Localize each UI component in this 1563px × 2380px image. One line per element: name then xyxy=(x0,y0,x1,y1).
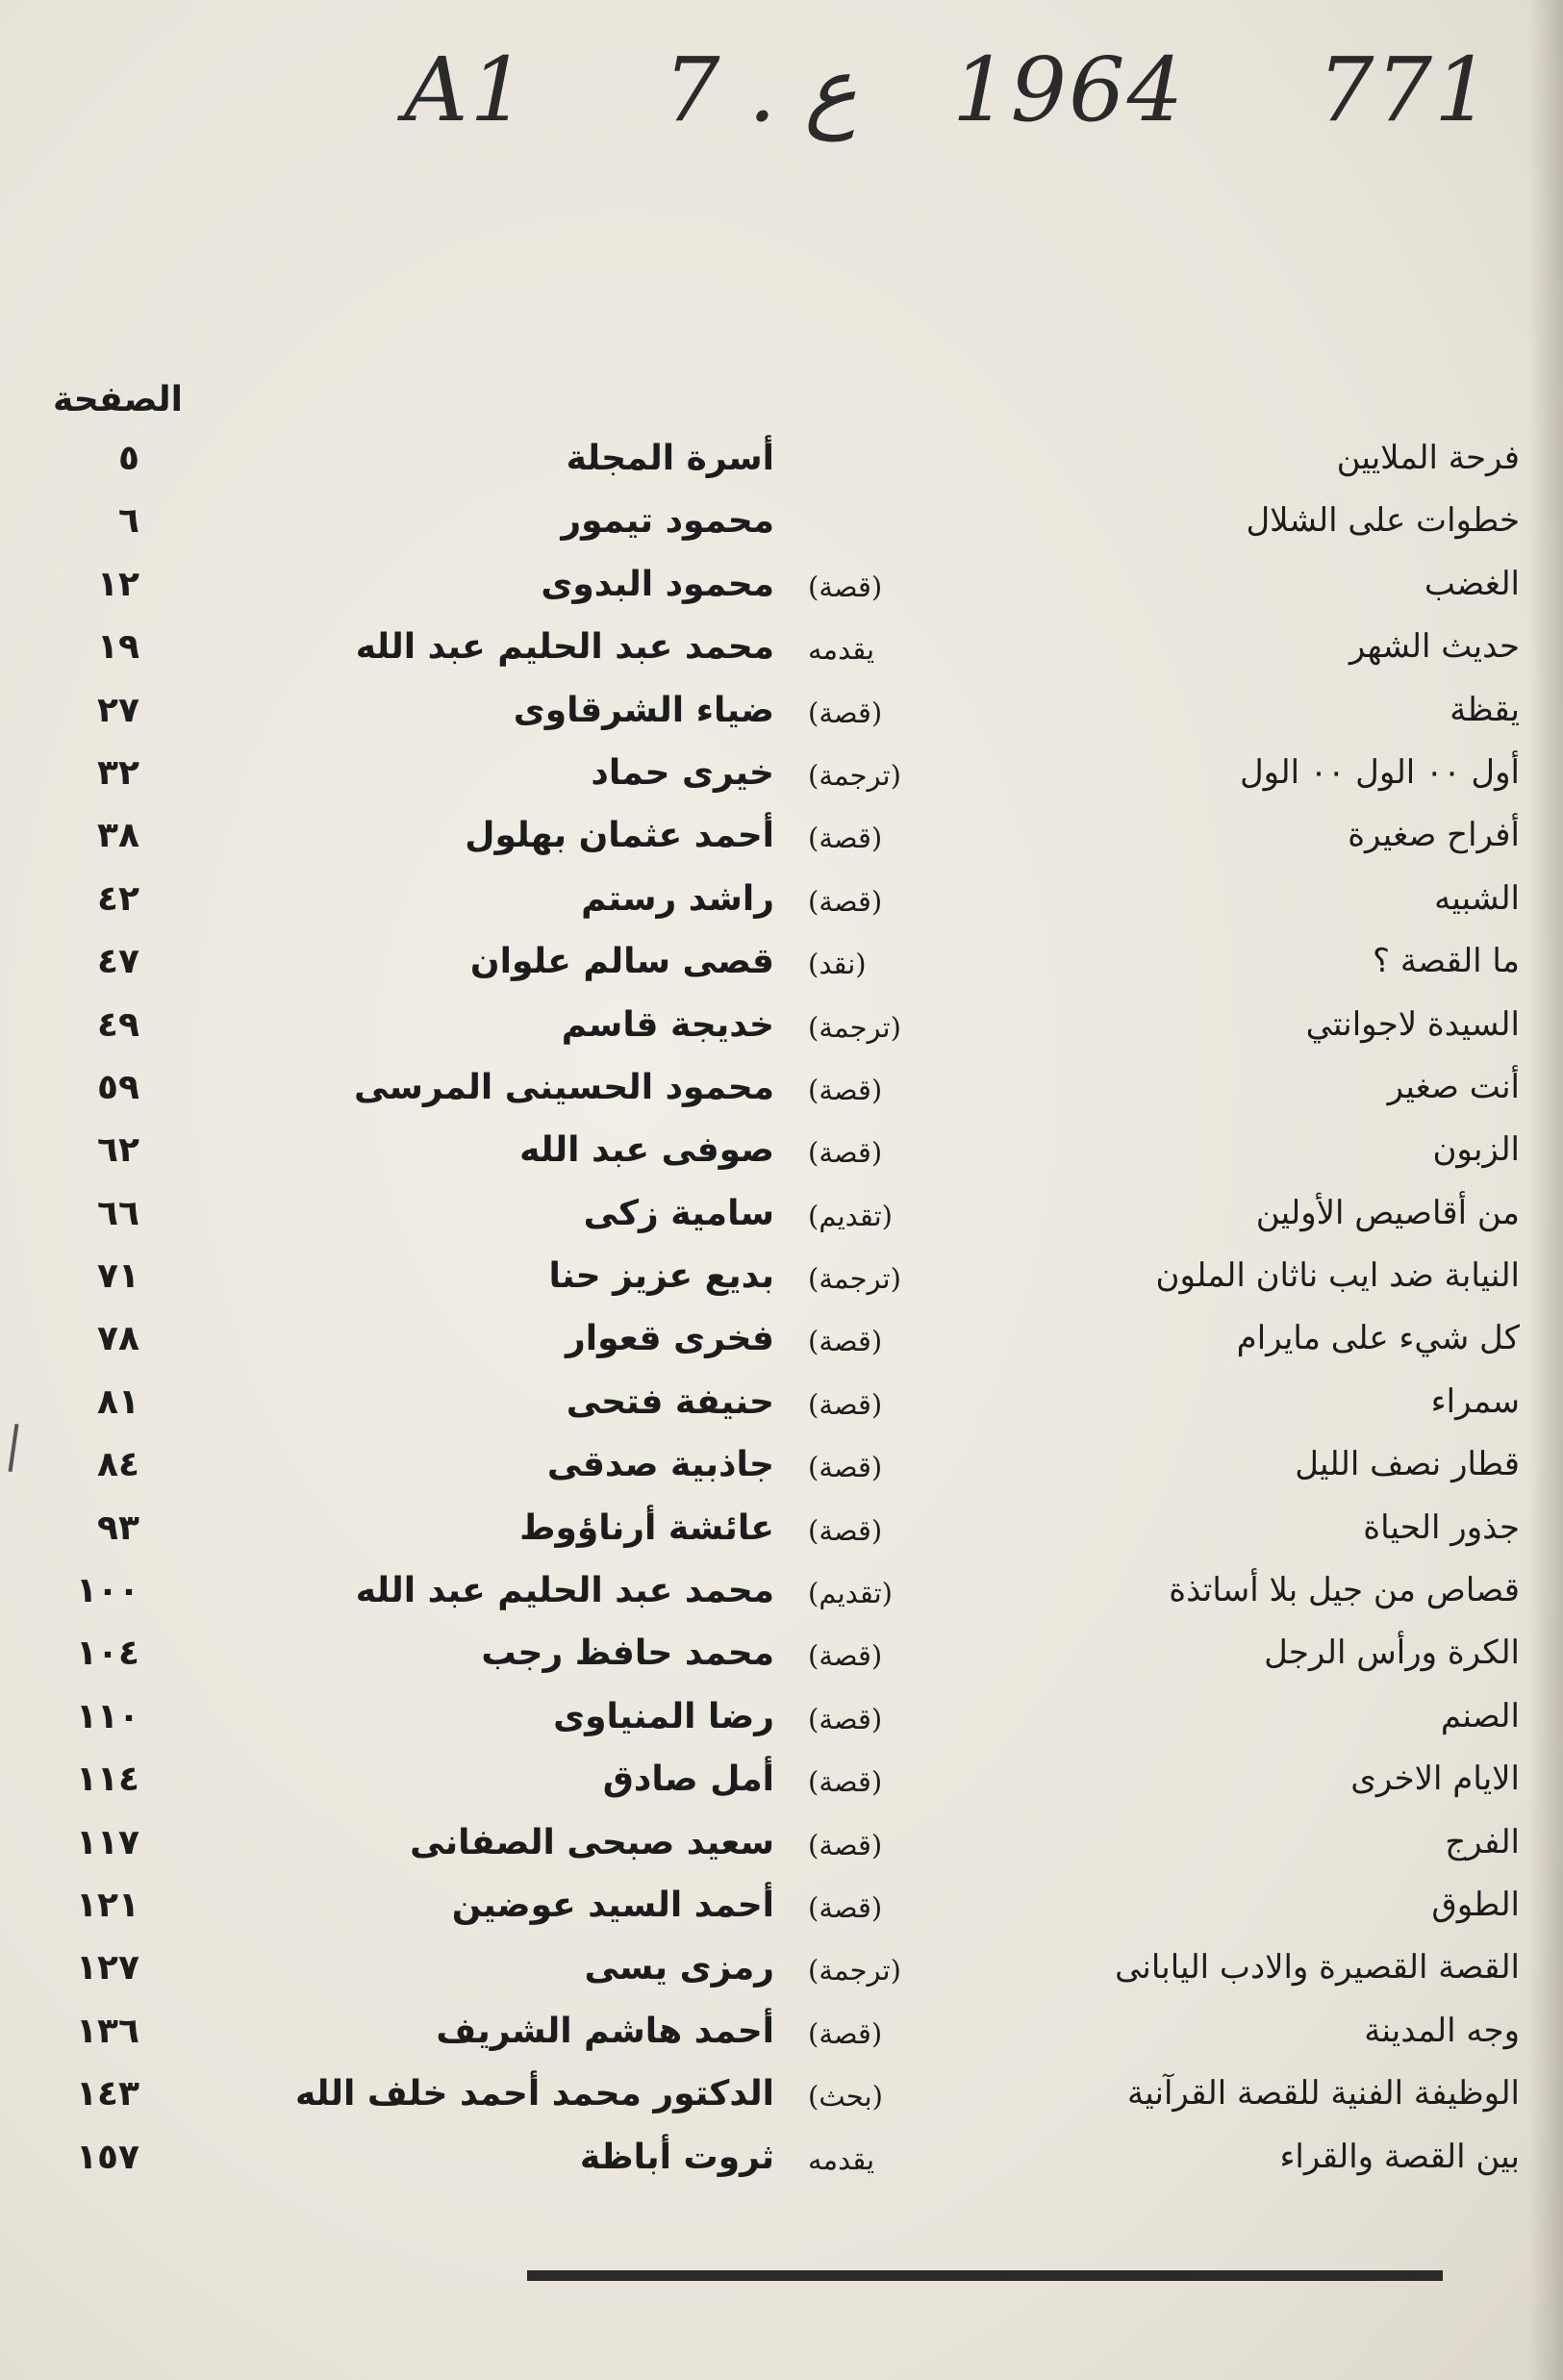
toc-page-number: ١١٠ xyxy=(76,1696,139,1736)
toc-title: الطوق xyxy=(1431,1885,1520,1924)
toc-page-number: ١١٤ xyxy=(76,1760,139,1800)
toc-author: خيرى حماد xyxy=(591,752,774,793)
toc-page-number: ٦٢ xyxy=(97,1130,139,1171)
toc-title: كل شيء على مايرام xyxy=(1236,1319,1520,1358)
toc-author: محمد عبد الحليم عبد الله xyxy=(355,1571,774,1611)
toc-row xyxy=(0,621,1563,684)
page-column-header: الصفحة xyxy=(52,380,183,419)
toc-page-number: ٣٨ xyxy=(97,816,139,856)
toc-title: قصاص من جيل بلا أساتذة xyxy=(1169,1571,1520,1610)
handwritten-code: A1 xyxy=(404,38,528,141)
toc-author: محمد عبد الحليم عبد الله xyxy=(355,627,774,668)
toc-page-number: ١٥٧ xyxy=(76,2137,139,2177)
toc-title: الصنم xyxy=(1440,1696,1520,1735)
toc-type: (قصة) xyxy=(808,1765,883,1799)
toc-page-number: ١٠٠ xyxy=(76,1571,139,1611)
toc-row xyxy=(0,1000,1563,1062)
toc-title: جذور الحياة xyxy=(1363,1507,1520,1547)
toc-type: (ترجمة) xyxy=(808,1954,901,1988)
toc-row xyxy=(0,1377,1563,1439)
table-of-contents xyxy=(0,433,1563,2194)
toc-row xyxy=(0,685,1563,747)
toc-author: راشد رستم xyxy=(581,878,774,919)
toc-type: (قصة) xyxy=(808,1073,883,1106)
toc-type: (قصة) xyxy=(808,1387,883,1421)
toc-row xyxy=(0,747,1563,810)
toc-title: الغضب xyxy=(1424,564,1520,603)
toc-row xyxy=(0,495,1563,558)
toc-page-number: ٤٩ xyxy=(97,1004,139,1045)
toc-page-number: ٥ xyxy=(118,439,139,478)
toc-author: أحمد السيد عوضين xyxy=(451,1885,774,1925)
toc-type: (بحث) xyxy=(808,2080,883,2114)
toc-row xyxy=(0,1691,1563,1754)
toc-title: فرحة الملايين xyxy=(1336,439,1520,477)
toc-type: (تقديم) xyxy=(808,1199,893,1232)
handwritten-issue: 7 . ع xyxy=(664,38,858,141)
toc-page-number: ١٢ xyxy=(97,564,139,604)
toc-title: السيدة لاجوانتي xyxy=(1305,1004,1520,1044)
toc-title: يقظة xyxy=(1450,690,1520,729)
toc-page-number: ١٠٤ xyxy=(76,1633,139,1674)
toc-type: (ترجمة) xyxy=(808,758,901,792)
toc-title: الفرج xyxy=(1445,1822,1520,1861)
toc-type: (قصة) xyxy=(808,2016,883,2050)
toc-row xyxy=(0,936,1563,999)
toc-type: (تقديم) xyxy=(808,1577,893,1610)
toc-title: الزبون xyxy=(1432,1130,1520,1170)
toc-type: (قصة) xyxy=(808,1451,883,1484)
toc-author: الدكتور محمد أحمد خلف الله xyxy=(295,2074,774,2114)
toc-row xyxy=(0,1817,1563,1880)
toc-title: أول ٠٠ الول ٠٠ الول xyxy=(1239,752,1520,792)
toc-page-number: ٤٢ xyxy=(97,878,139,919)
toc-page-number: ٦ xyxy=(118,501,139,542)
toc-author: قصى سالم علوان xyxy=(469,942,774,982)
toc-title: خطوات على الشلال xyxy=(1246,501,1520,541)
toc-row xyxy=(0,1880,1563,1942)
toc-page-number: ١٤٣ xyxy=(76,2074,139,2114)
toc-author: سعيد صبحى الصفانى xyxy=(410,1822,774,1862)
toc-row xyxy=(0,1942,1563,2005)
toc-title: وجه المدينة xyxy=(1364,2011,1520,2050)
toc-row xyxy=(0,1503,1563,1565)
toc-title: أنت صغير xyxy=(1387,1067,1520,1106)
toc-title: القصة القصيرة والادب اليابانى xyxy=(1115,1948,1520,1988)
toc-type: (قصة) xyxy=(808,822,883,855)
bottom-rule xyxy=(527,2270,1443,2281)
toc-author: بديع عزيز حنا xyxy=(548,1256,774,1297)
toc-type: (قصة) xyxy=(808,696,883,729)
toc-title: الكرة ورأس الرجل xyxy=(1264,1633,1520,1673)
toc-title: أفراح صغيرة xyxy=(1348,816,1520,855)
toc-type: (قصة) xyxy=(808,884,883,918)
toc-author: أحمد عثمان بهلول xyxy=(465,816,774,856)
toc-title: من أقاصيص الأولين xyxy=(1255,1193,1520,1232)
toc-row xyxy=(0,874,1563,936)
toc-author: عائشة أرناؤوط xyxy=(519,1507,774,1548)
toc-author: ضياء الشرقاوى xyxy=(513,690,774,730)
toc-author: جاذبية صدقى xyxy=(546,1445,774,1485)
toc-row xyxy=(0,1439,1563,1502)
toc-author: سامية زكى xyxy=(583,1193,774,1233)
toc-type: (قصة) xyxy=(808,1325,883,1358)
toc-author: حنيفة فتحى xyxy=(566,1381,774,1422)
toc-author: رضا المنياوى xyxy=(553,1696,774,1736)
toc-page-number: ٧٨ xyxy=(97,1319,139,1359)
toc-row xyxy=(0,433,1563,495)
toc-type: (قصة) xyxy=(808,1890,883,1924)
toc-page-number: ١٩ xyxy=(97,627,139,668)
toc-page-number: ١٢١ xyxy=(76,1885,139,1925)
toc-row xyxy=(0,2006,1563,2068)
toc-title: الوظيفة الفنية للقصة القرآنية xyxy=(1127,2074,1520,2114)
toc-page-number: ٤٧ xyxy=(97,942,139,982)
toc-page-number: ٢٧ xyxy=(97,690,139,730)
toc-type: (قصة) xyxy=(808,1136,883,1170)
toc-author: رمزى يسى xyxy=(584,1948,774,1988)
toc-author: صوفى عبد الله xyxy=(519,1130,774,1171)
toc-row xyxy=(0,1188,1563,1251)
toc-author: محمود البدوى xyxy=(541,564,774,604)
toc-title: النيابة ضد ايب ناثان الملون xyxy=(1155,1256,1520,1296)
toc-row xyxy=(0,1125,1563,1187)
handwritten-year: 1964 xyxy=(952,38,1186,141)
toc-type: (قصة) xyxy=(808,1702,883,1735)
toc-author: أمل صادق xyxy=(602,1760,774,1800)
toc-page-number: ١١٧ xyxy=(76,1822,139,1862)
toc-author: محمد حافظ رجب xyxy=(481,1633,774,1674)
toc-author: فخرى قعوار xyxy=(566,1319,774,1359)
toc-type: (نقد) xyxy=(808,948,867,981)
toc-type: يقدمه xyxy=(808,2142,875,2176)
toc-page-number: ٦٦ xyxy=(97,1193,139,1233)
toc-row xyxy=(0,2068,1563,2131)
toc-page-number: ٣٢ xyxy=(97,752,139,793)
toc-title: الشبيه xyxy=(1434,878,1520,918)
toc-row xyxy=(0,1313,1563,1376)
toc-title: الايام الاخرى xyxy=(1350,1760,1520,1799)
toc-type: (قصة) xyxy=(808,1828,883,1861)
toc-type: (قصة) xyxy=(808,570,883,603)
toc-row xyxy=(0,1754,1563,1816)
toc-page-number: ١٣٦ xyxy=(76,2011,139,2051)
toc-page-number: ٩٣ xyxy=(97,1507,139,1548)
toc-author: ثروت أباظة xyxy=(579,2137,774,2177)
toc-page-number: ٨١ xyxy=(97,1381,139,1422)
toc-type: (قصة) xyxy=(808,1639,883,1673)
toc-row xyxy=(0,1628,1563,1690)
toc-page-number: ١٢٧ xyxy=(76,1948,139,1988)
toc-title: سمراء xyxy=(1430,1381,1520,1421)
toc-author: خديجة قاسم xyxy=(561,1004,774,1045)
toc-title: حديث الشهر xyxy=(1349,627,1520,667)
toc-title: قطار نصف الليل xyxy=(1295,1445,1520,1484)
toc-author: أحمد هاشم الشريف xyxy=(436,2011,774,2051)
toc-type: (ترجمة) xyxy=(808,1010,901,1044)
toc-title: بين القصة والقراء xyxy=(1279,2137,1520,2176)
toc-type: (ترجمة) xyxy=(808,1262,901,1296)
toc-row xyxy=(0,1062,1563,1125)
handwritten-number: 771 xyxy=(1318,38,1493,141)
toc-type: (قصة) xyxy=(808,1513,883,1547)
toc-page-number: ٧١ xyxy=(97,1256,139,1297)
toc-page-number: ٨٤ xyxy=(97,1445,139,1485)
toc-title: ما القصة ؟ xyxy=(1373,942,1520,981)
toc-author: أسرة المجلة xyxy=(566,439,774,478)
toc-row xyxy=(0,1251,1563,1313)
toc-row xyxy=(0,1565,1563,1628)
toc-page-number: ٥٩ xyxy=(97,1067,139,1107)
toc-author: محمود تيمور xyxy=(561,501,774,542)
toc-row xyxy=(0,559,1563,621)
toc-type: يقدمه xyxy=(808,633,875,667)
toc-row xyxy=(0,2132,1563,2194)
toc-row xyxy=(0,810,1563,873)
toc-author: محمود الحسينى المرسى xyxy=(354,1067,774,1107)
